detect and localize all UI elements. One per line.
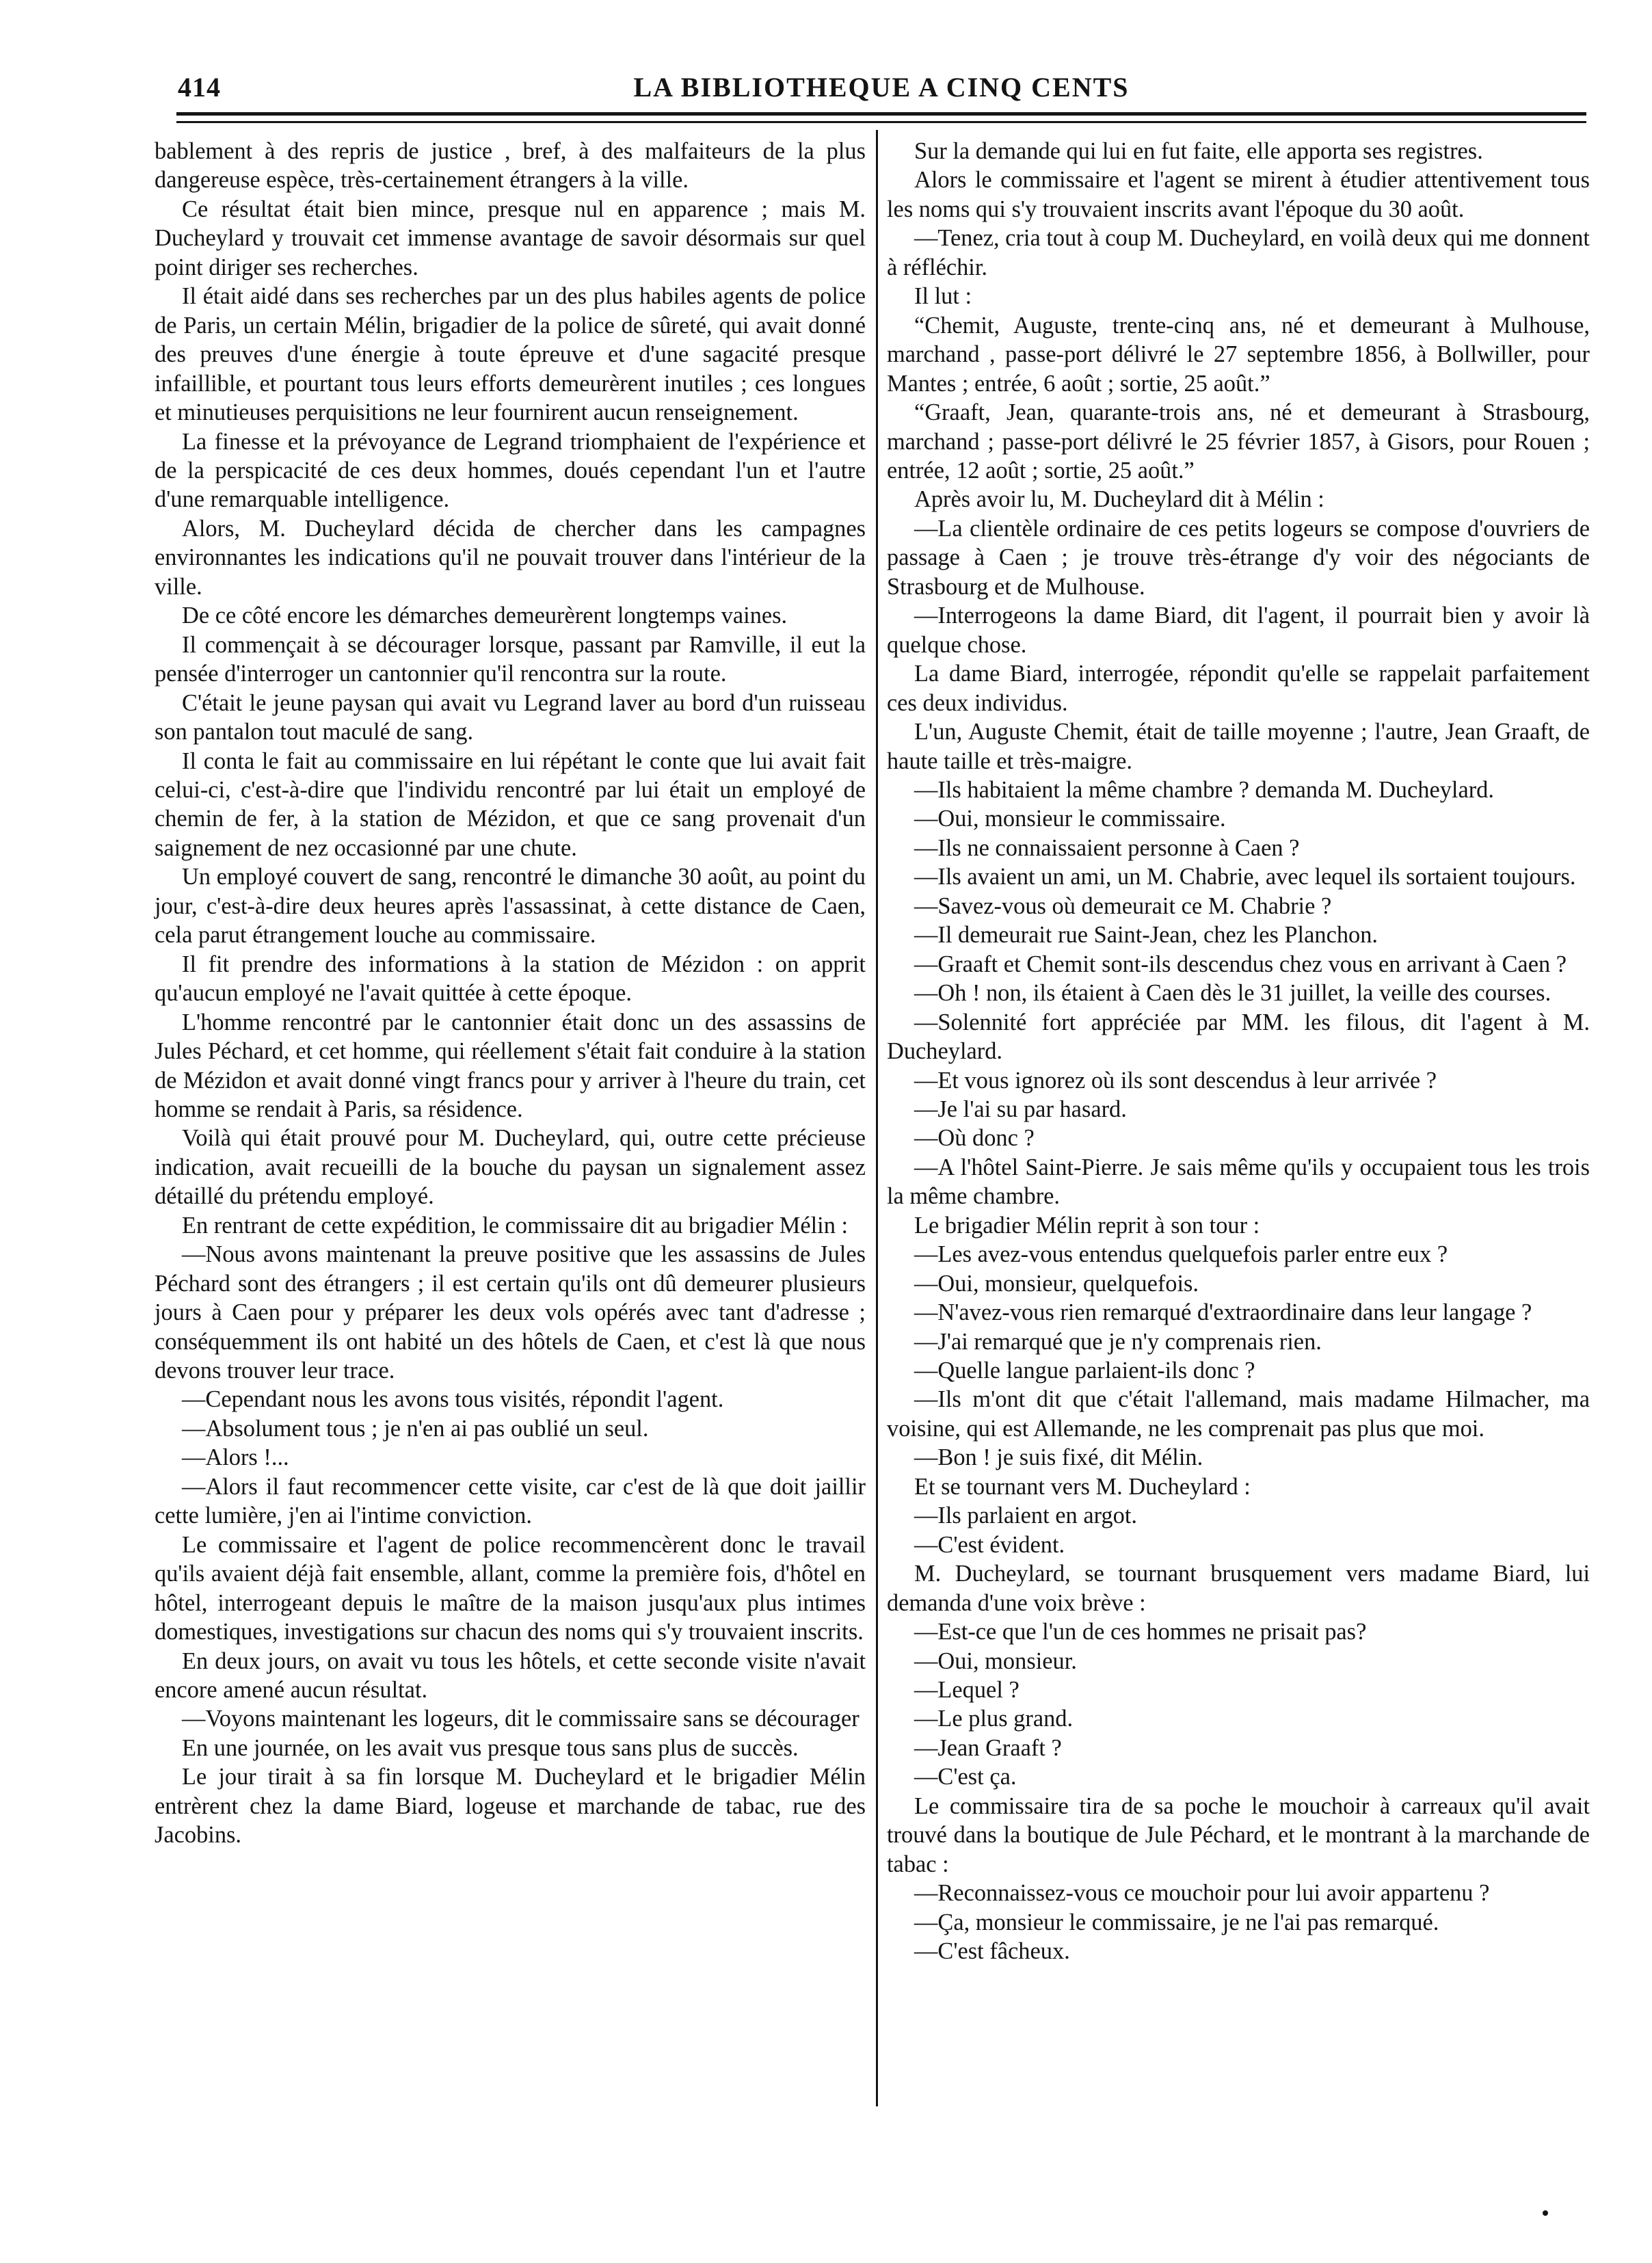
paragraph: Le commissaire tira de sa poche le mouchoir à carreaux qu'il avait trouvé dans la boutique de Jule Péchard, et le montrant à la marchande de tabac : (887, 1792, 1590, 1877)
paragraph: Ce résultat était bien mince, presque nul en apparence ; mais M. Ducheylard y trouvait cet immense avantage de savoir désormais sur quel point diriger ses recherches. (155, 196, 866, 280)
running-header (176, 71, 1586, 109)
paragraph: —C'est ça. (914, 1764, 1017, 1790)
paragraph: —Oui, monsieur. (914, 1647, 1077, 1674)
paragraph: —Le plus grand. (914, 1706, 1074, 1732)
paragraph: —Ils avaient un ami, un M. Chabrie, avec lequel ils sortaient toujours. (914, 864, 1576, 890)
paragraph: —Il demeurait rue Saint-Jean, chez les Planchon. (914, 922, 1378, 949)
left-column (155, 137, 866, 1850)
paragraph: —Ils m'ont dit que c'était l'allemand, mais madame Hilmacher, ma voisine, qui est Allemande, ne les comprenait pas plus que moi. (887, 1386, 1590, 1442)
paragraph: —Tenez, cria tout à coup M. Ducheylard, en voilà deux qui me donnent à réfléchir. (887, 225, 1590, 280)
paragraph: —Reconnaissez-vous ce mouchoir pour lui avoir appartenu ? (914, 1880, 1490, 1907)
paragraph: —Oui, monsieur le commissaire. (914, 806, 1226, 832)
header-rule-thin (176, 121, 1586, 123)
paragraph: —J'ai remarqué que je n'y comprenais rien. (914, 1328, 1322, 1355)
page-number: 414 (178, 72, 221, 103)
paragraph: —C'est fâcheux. (914, 1938, 1070, 1965)
paragraph: —Où donc ? (914, 1125, 1035, 1152)
paragraph: Sur la demande qui lui en fut faite, elle apporta ses registres. (914, 138, 1483, 164)
ink-dot (1543, 2210, 1548, 2216)
paragraph: —Ils parlaient en argot. (914, 1503, 1137, 1529)
paragraph: Et se tournant vers M. Ducheylard : (914, 1473, 1251, 1500)
paragraph: —Et vous ignorez où ils sont descendus à leur arrivée ? (914, 1067, 1437, 1094)
paragraph: —Savez-vous où demeurait ce M. Chabrie ? (914, 892, 1332, 919)
paragraph: —Absolument tous ; je n'en ai pas oublié un seul. (182, 1415, 649, 1442)
paragraph: Il fit prendre des informations à la station de Mézidon : on apprit qu'aucun employé ne l'avait quittée à cette époque. (155, 951, 866, 1007)
running-title: LA BIBLIOTHEQUE A CINQ CENTS (633, 72, 1130, 103)
paragraph: —Je l'ai su par hasard. (914, 1096, 1127, 1122)
paragraph: —Les avez-vous entendus quelquefois parler entre eux ? (914, 1241, 1448, 1268)
paragraph: —Oui, monsieur, quelquefois. (914, 1270, 1199, 1297)
paragraph: “Graaft, Jean, quarante-trois ans, né et demeurant à Strasbourg, marchand ; passe-port délivré le 25 février 1857, à Gisors, pour Rouen ; entrée, 12 août ; sortie, 25 août.” (887, 399, 1590, 484)
paragraph: Il était aidé dans ses recherches par un des plus habiles agents de police de Paris, un certain Mélin, brigadier de la police de sûreté, qui avait donné des preuves d'une énergie à toute épreuve et d'une sagacité presque infaillible, et pourtant tous leurs efforts demeurèrent inutiles ; ces longues et minutieuses perquisitions ne leur fournirent aucun renseignement. (155, 283, 866, 426)
paragraph: L'homme rencontré par le cantonnier était donc un des assassins de Jules Péchard, et cet homme, qui réellement s'était fait conduire à la station de Mézidon et avait donné vingt francs pour y arriver à l'heure du train, cet homme se rendait à Paris, sa résidence. (155, 1009, 866, 1122)
paragraph: “Chemit, Auguste, trente-cinq ans, né et demeurant à Mulhouse, marchand , passe-port délivré le 27 septembre 1856, à Bollwiller, pour Mantes ; entrée, 6 août ; sortie, 25 août.” (887, 312, 1590, 397)
paragraph: —A l'hôtel Saint-Pierre. Je sais même qu'ils y occupaient tous les trois la même chambre. (887, 1154, 1590, 1210)
column-divider (876, 130, 878, 2106)
paragraph: Il conta le fait au commissaire en lui répétant le conte que lui avait fait celui-ci, c'est-à-dire que l'individu rencontré par lui était un employé de chemin de fer, à la station de Mézidon, et que ce sang provenait d'un saignement de nez occasionné par une chute. (155, 747, 866, 861)
paragraph: —Graaft et Chemit sont-ils descendus chez vous en arrivant à Caen ? (914, 951, 1567, 977)
paragraph: —Jean Graaft ? (914, 1734, 1062, 1761)
paragraph: —Alors !... (182, 1444, 289, 1471)
right-column (887, 137, 1590, 1966)
paragraph: M. Ducheylard, se tournant brusquement vers madame Biard, lui demanda d'une voix brève : (887, 1561, 1590, 1616)
paragraph: L'un, Auguste Chemit, était de taille moyenne ; l'autre, Jean Graaft, de haute taille et très-maigre. (887, 719, 1590, 774)
paragraph: —Bon ! je suis fixé, dit Mélin. (914, 1444, 1203, 1471)
paragraph: Alors, M. Ducheylard décida de chercher dans les campagnes environnantes les indications qu'il ne pouvait trouver dans l'intérieur de la ville. (155, 515, 866, 600)
paragraph: —Est-ce que l'un de ces hommes ne prisait pas? (914, 1619, 1367, 1645)
paragraph: C'était le jeune paysan qui avait vu Legrand laver au bord d'un ruisseau son pantalon tout maculé de sang. (155, 689, 866, 745)
paragraph: —Oh ! non, ils étaient à Caen dès le 31 juillet, la veille des courses. (914, 980, 1551, 1007)
paragraph: —Quelle langue parlaient-ils donc ? (914, 1358, 1255, 1384)
paragraph: Après avoir lu, M. Ducheylard dit à Mélin : (914, 486, 1324, 513)
paragraph: En deux jours, on avait vu tous les hôtels, et cette seconde visite n'avait encore amené aucun résultat. (155, 1647, 866, 1704)
paragraph: —Cependant nous les avons tous visités, répondit l'agent. (182, 1386, 724, 1413)
paragraph: —N'avez-vous rien remarqué d'extraordinaire dans leur langage ? (914, 1299, 1532, 1326)
paragraph: La finesse et la prévoyance de Legrand triomphaient de l'expérience et de la perspicacité de ces deux hommes, doués cependant l'un et l'autre d'une remarquable intelligence. (155, 428, 866, 513)
paragraph: Le jour tirait à sa fin lorsque M. Ducheylard et le brigadier Mélin entrèrent chez la dame Biard, logeuse et marchande de tabac, rue des Jacobins. (155, 1764, 866, 1849)
paragraph: —Alors il faut recommencer cette visite, car c'est de là que doit jaillir cette lumière, j'en ai l'intime conviction. (155, 1473, 866, 1529)
paragraph: Il lut : (914, 283, 972, 310)
paragraph: bablement à des repris de justice , bref, à des malfaiteurs de la plus dangereuse espèce, très-certainement étrangers à la ville. (155, 138, 866, 194)
paragraph: —La clientèle ordinaire de ces petits logeurs se compose d'ouvriers de passage à Caen ; je trouve très-étrange d'y voir des négociants de Strasbourg et de Mulhouse. (887, 515, 1590, 600)
paragraph: De ce côté encore les démarches demeurèrent longtemps vaines. (182, 603, 788, 629)
paragraph: Il commençait à se décourager lorsque, passant par Ramville, il eut la pensée d'interroger un cantonnier qu'il rencontra sur la route. (155, 631, 866, 687)
paragraph: —Nous avons maintenant la preuve positive que les assassins de Jules Péchard sont des étrangers ; il est certain qu'ils ont dû demeurer plusieurs jours à Caen pour y préparer les deux vols opérés avec tant d'adresse ; conséquemment ils ont habité un des hôtels de Caen, et c'est là que nous devons trouver leur trace. (155, 1241, 866, 1384)
header-rule-thick (176, 112, 1586, 116)
paragraph: Un employé couvert de sang, rencontré le dimanche 30 août, au point du jour, c'est-à-dire deux heures après l'assassinat, à cette distance de Caen, cela parut étrangement louche au commissaire. (155, 864, 866, 949)
paragraph: —C'est évident. (914, 1531, 1065, 1558)
paragraph: —Lequel ? (914, 1677, 1020, 1704)
paragraph: En une journée, on les avait vus presque tous sans plus de succès. (182, 1734, 799, 1761)
paragraph: —Voyons maintenant les logeurs, dit le commissaire sans se décourager (182, 1706, 860, 1732)
paragraph: Le brigadier Mélin reprit à son tour : (914, 1212, 1260, 1239)
paragraph: —Ils ne connaissaient personne à Caen ? (914, 834, 1300, 861)
paragraph: Le commissaire et l'agent de police recommencèrent donc le travail qu'ils avaient déjà fait ensemble, allant, comme la première fois, d'hôtel en hôtel, interrogeant depuis le maître de la maison jusqu'aux plus intimes domestiques, investigations sur chacun des noms qui s'y trouvaient inscrits. (155, 1531, 866, 1645)
paragraph: La dame Biard, interrogée, répondit qu'elle se rappelait parfaitement ces deux individus. (887, 661, 1590, 716)
paragraph: Alors le commissaire et l'agent se mirent à étudier attentivement tous les noms qui s'y trouvaient inscrits avant l'époque du 30 août. (887, 167, 1590, 222)
paragraph: En rentrant de cette expédition, le commissaire dit au brigadier Mélin : (182, 1212, 849, 1239)
paragraph: —Ça, monsieur le commissaire, je ne l'ai pas remarqué. (914, 1909, 1439, 1935)
paragraph: —Solennité fort appréciée par MM. les filous, dit l'agent à M. Ducheylard. (887, 1009, 1590, 1065)
paragraph: —Interrogeons la dame Biard, dit l'agent, il pourrait bien y avoir là quelque chose. (887, 603, 1590, 658)
paragraph: —Ils habitaient la même chambre ? demanda M. Ducheylard. (914, 776, 1494, 803)
paragraph: Voilà qui était prouvé pour M. Ducheylard, qui, outre cette précieuse indication, avait recueilli de la bouche du paysan un signalement assez détaillé du prétendu employé. (155, 1125, 866, 1210)
